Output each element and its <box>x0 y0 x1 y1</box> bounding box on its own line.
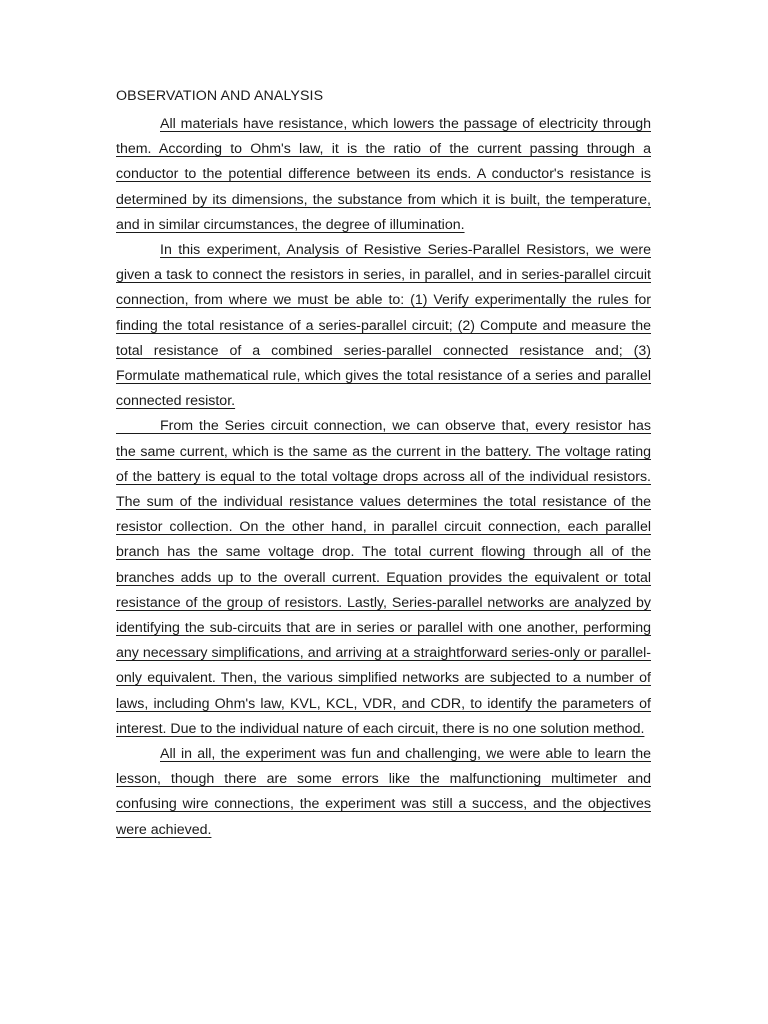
paragraph-text: From the Series circuit connection, we can observe that, every resistor has the same current, which is the same as the current in the battery. The voltage rating of the battery is equal to the total voltage drops across all of the individual resistors. The sum of the individual resistance values determines the total resistance of the resistor collection. On the other hand, in parallel circuit connection, each parallel branch has the same voltage drop. The total current flowing through all of the branches adds up to the overall current. Equation provides the equivalent or total resistance of the group of resistors. Lastly, Series-parallel networks are analyzed by identifying the sub-circuits that are in series or parallel with one another, performing any necessary simplifications, and arriving at a straightforward series-only or parallel-only equivalent. Then, the various simplified networks are subjected to a number of laws, including Ohm's law, KVL, KCL, VDR, and CDR, to identify the parameters of interest. Due to the individual nature of each circuit, there is no one solution method. <box>116 418 651 737</box>
paragraph-experiment-objectives <box>116 238 651 414</box>
paragraph-text: All in all, the experiment was fun and challenging, we were able to learn the lesson, though there are some errors like the malfunctioning multimeter and confusing wire connections, the experiment was still a success, and the objectives were achieved. <box>116 746 651 838</box>
paragraph-text: In this experiment, Analysis of Resistive Series-Parallel Resistors, we were given a task to connect the resistors in series, in parallel, and in series-parallel circuit connection, from where we must be able to: (1) Verify experimentally the rules for finding the total resistance of a series-parallel circuit; (2) Compute and measure the total resistance of a combined series-parallel connected resistance and; (3) Formulate mathematical rule, which gives the total resistance of a series and parallel connected resistor. <box>116 242 651 410</box>
document-body <box>116 86 651 843</box>
section-heading: OBSERVATION AND ANALYSIS <box>116 88 324 104</box>
paragraph-circuit-observations <box>116 414 651 742</box>
paragraph-resistance-intro <box>116 112 651 238</box>
indent-underline <box>116 432 160 434</box>
paragraph-conclusion <box>116 742 651 843</box>
paragraph-text: All materials have resistance, which lowers the passage of electricity through them. According to Ohm's law, it is the ratio of the current passing through a conductor to the potential difference between its ends. A conductor's resistance is determined by its dimensions, the substance from which it is built, the temperature, and in similar circumstances, the degree of illumination. <box>116 116 651 233</box>
